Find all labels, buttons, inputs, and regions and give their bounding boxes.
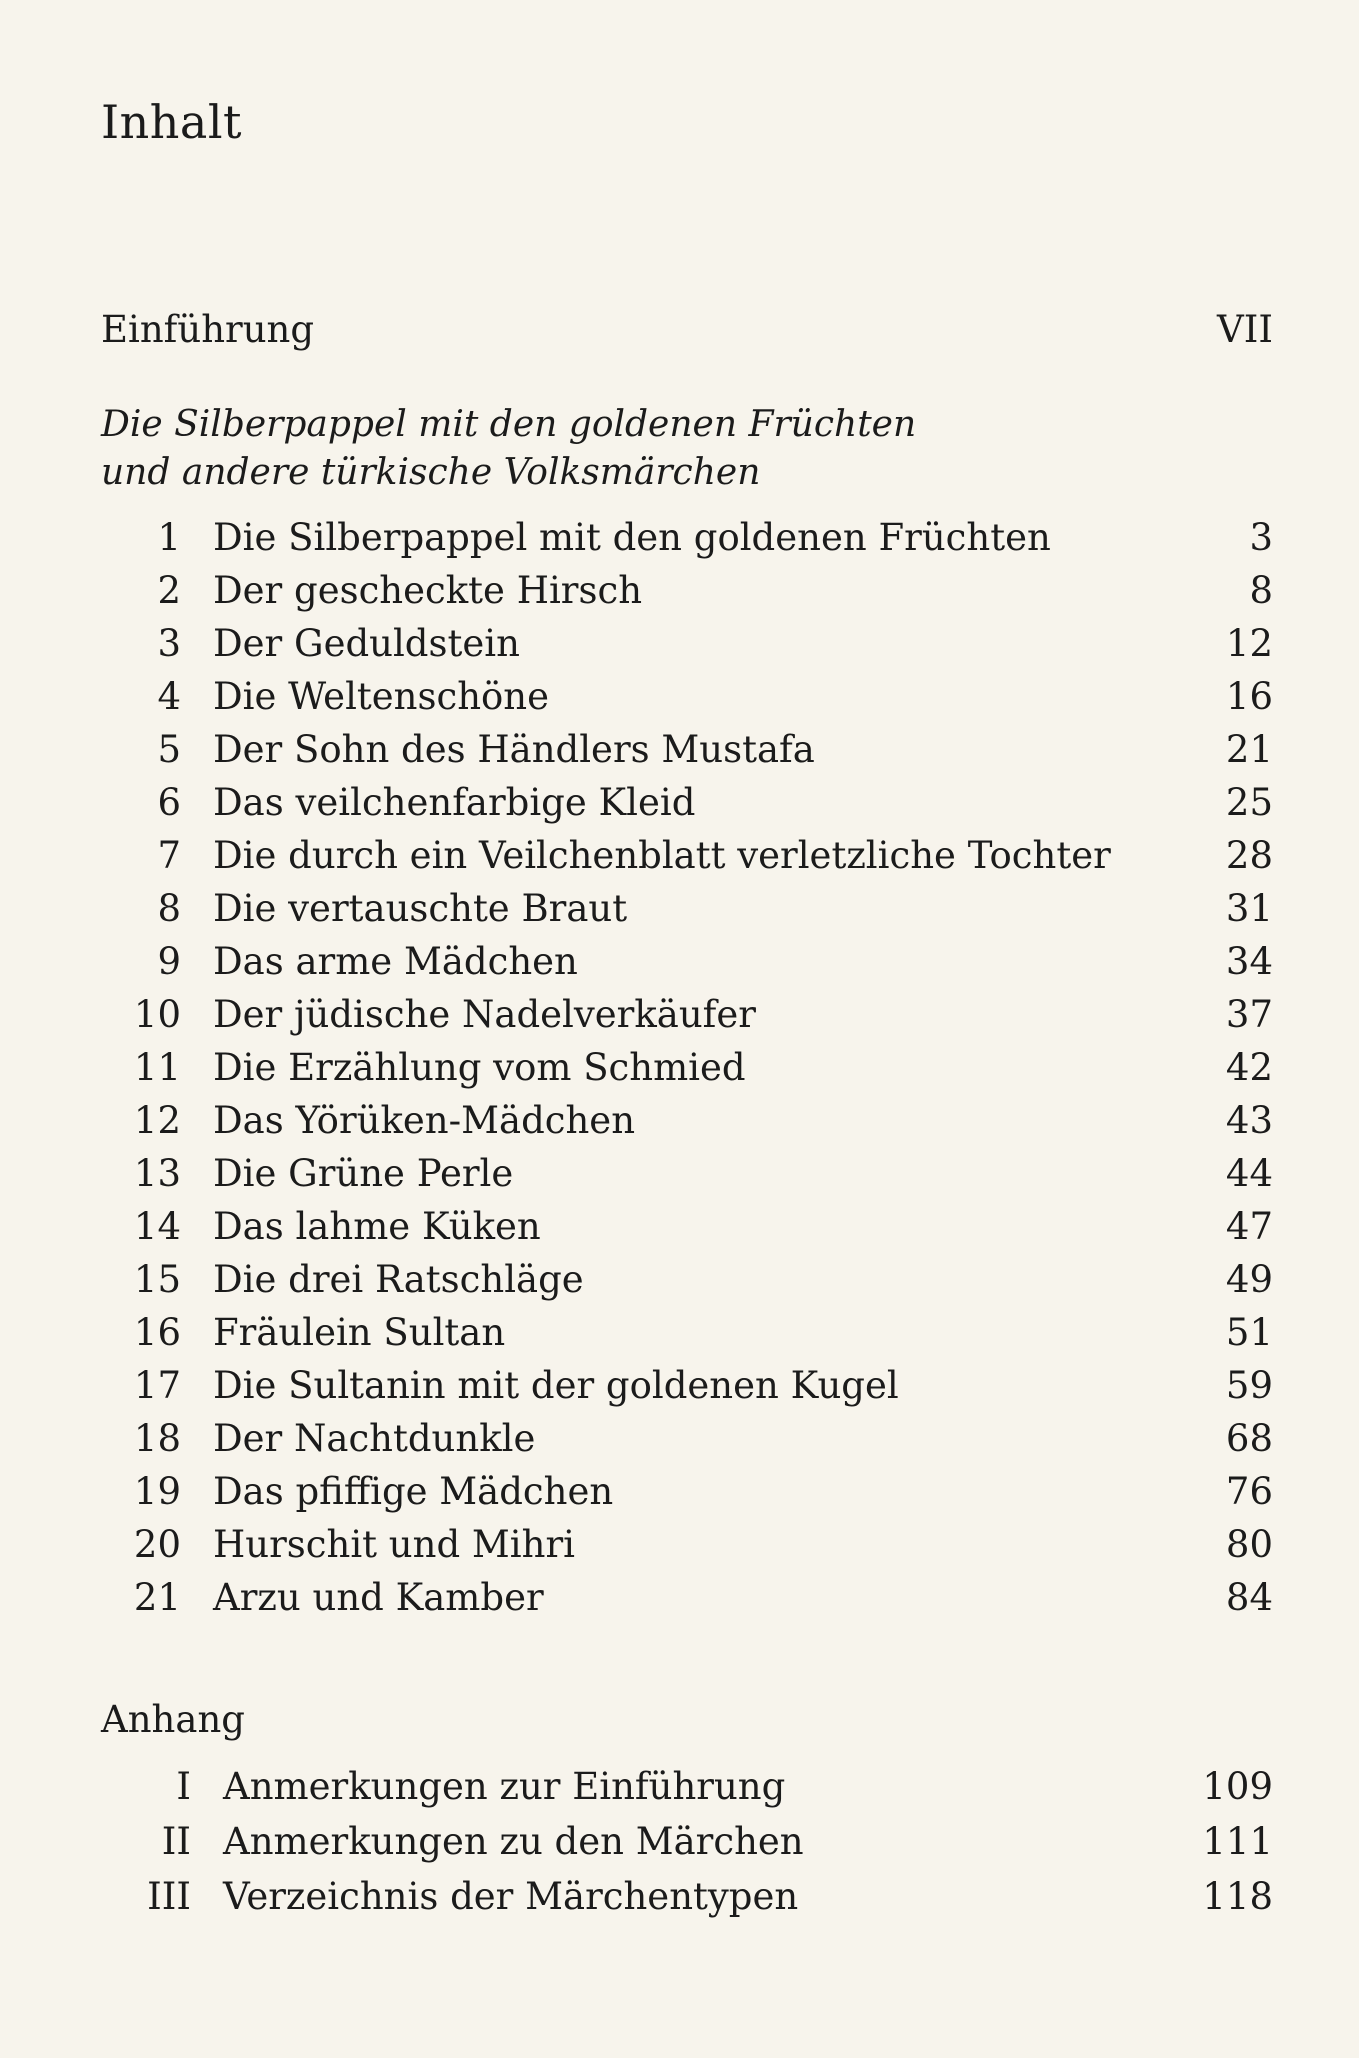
entry-label: Die vertauschte Braut — [213, 887, 628, 930]
collection-title-line-1: Die Silberpappel mit den goldenen Früchten — [101, 404, 917, 445]
entry-page: 84 — [1225, 1576, 1273, 1619]
entry-page: VII — [1217, 308, 1273, 351]
entry-label: Anmerkungen zu den Märchen — [223, 1820, 804, 1863]
entry-number: I — [176, 1765, 191, 1808]
entry-page: 59 — [1225, 1364, 1273, 1407]
toc-entry — [101, 1872, 1273, 1922]
entry-number: 21 — [133, 1576, 181, 1619]
entry-label: Die Sultanin mit der goldenen Kugel — [213, 1364, 899, 1407]
entry-label: Hurschit und Mihri — [213, 1523, 575, 1566]
page-title: Inhalt — [101, 95, 243, 149]
entry-number: 11 — [133, 1046, 181, 1089]
toc-entry — [101, 566, 1273, 616]
entry-number: 3 — [157, 622, 181, 665]
entry-number: 5 — [157, 728, 181, 771]
toc-entry — [101, 778, 1273, 828]
entry-page: 111 — [1202, 1820, 1273, 1863]
entry-number: 16 — [133, 1311, 181, 1354]
entry-label: Der Nachtdunkle — [213, 1417, 536, 1460]
toc-entry — [101, 1202, 1273, 1252]
entry-number: 6 — [157, 781, 181, 824]
toc-entry — [101, 1467, 1273, 1517]
toc-entry — [101, 884, 1273, 934]
entry-number: 17 — [133, 1364, 181, 1407]
toc-entry — [101, 1762, 1273, 1812]
toc-entry — [101, 1255, 1273, 1305]
entry-label: Einführung — [101, 308, 315, 351]
entry-page: 118 — [1202, 1875, 1273, 1918]
entry-page: 21 — [1225, 728, 1273, 771]
entry-number: 7 — [157, 834, 181, 877]
entry-label: Verzeichnis der Märchentypen — [223, 1875, 799, 1918]
entry-number: 18 — [133, 1417, 181, 1460]
entry-number: 15 — [133, 1258, 181, 1301]
toc-entry — [101, 513, 1273, 563]
entry-label: Der Geduldstein — [213, 622, 520, 665]
entry-number: 12 — [133, 1099, 181, 1142]
toc-entry — [101, 1096, 1273, 1146]
entry-label: Das arme Mädchen — [213, 940, 578, 983]
toc-entry — [101, 619, 1273, 669]
entry-page: 12 — [1225, 622, 1273, 665]
entry-page: 68 — [1225, 1417, 1273, 1460]
toc-entry — [101, 1149, 1273, 1199]
entry-label: Der Sohn des Händlers Mustafa — [213, 728, 815, 771]
entry-number: 19 — [133, 1470, 181, 1513]
entry-page: 49 — [1225, 1258, 1273, 1301]
entry-page: 76 — [1225, 1470, 1273, 1513]
toc-entry — [101, 1520, 1273, 1570]
entry-number: 8 — [157, 887, 181, 930]
toc-entry — [101, 1308, 1273, 1358]
entry-number: 20 — [133, 1523, 181, 1566]
toc-entry — [101, 1414, 1273, 1464]
entry-page: 28 — [1225, 834, 1273, 877]
entry-label: Die Silberpappel mit den goldenen Früchten — [213, 516, 1051, 559]
toc-entry — [101, 990, 1273, 1040]
toc-entry — [101, 1361, 1273, 1411]
entry-label: Die Erzählung vom Schmied — [213, 1046, 746, 1089]
entry-label: Der gescheckte Hirsch — [213, 569, 643, 612]
toc-entry — [101, 725, 1273, 775]
entry-page: 109 — [1202, 1765, 1273, 1808]
entry-page: 42 — [1225, 1046, 1273, 1089]
toc-entry — [101, 1817, 1273, 1867]
entry-page: 31 — [1225, 887, 1273, 930]
entry-number: III — [147, 1875, 191, 1918]
entry-label: Das veilchenfarbige Kleid — [213, 781, 696, 824]
entry-number: 4 — [157, 675, 181, 718]
entry-page: 25 — [1225, 781, 1273, 824]
entry-number: 1 — [157, 516, 181, 559]
entry-page: 37 — [1225, 993, 1273, 1036]
entry-label: Die Weltenschöne — [213, 675, 550, 718]
entry-page: 16 — [1225, 675, 1273, 718]
entry-page: 34 — [1225, 940, 1273, 983]
entry-page: 8 — [1249, 569, 1273, 612]
entry-number: 2 — [157, 569, 181, 612]
toc-entry — [101, 937, 1273, 987]
collection-title-line-2: und andere türkische Volksmärchen — [101, 452, 761, 493]
entry-page: 47 — [1225, 1205, 1273, 1248]
entry-label: Das lahme Küken — [213, 1205, 541, 1248]
toc-entry — [101, 1043, 1273, 1093]
entry-label: Die Grüne Perle — [213, 1152, 514, 1195]
entry-number: II — [161, 1820, 191, 1863]
entry-number: 10 — [133, 993, 181, 1036]
entry-label: Das Yörüken-Mädchen — [213, 1099, 636, 1142]
toc-entry — [101, 1573, 1273, 1623]
entry-label: Die durch ein Veilchenblatt verletzliche Tochter — [213, 834, 1111, 877]
toc-entry — [101, 672, 1273, 722]
entry-number: 13 — [133, 1152, 181, 1195]
toc-entry-intro — [101, 305, 1273, 355]
entry-number: 9 — [157, 940, 181, 983]
entry-page: 3 — [1249, 516, 1273, 559]
entry-label: Anmerkungen zur Einführung — [223, 1765, 786, 1808]
entry-page: 43 — [1225, 1099, 1273, 1142]
entry-number: 14 — [133, 1205, 181, 1248]
entry-label: Arzu und Kamber — [213, 1576, 544, 1619]
appendix-heading: Anhang — [101, 1698, 245, 1741]
entry-label: Der jüdische Nadelverkäufer — [213, 993, 756, 1036]
entry-page: 51 — [1225, 1311, 1273, 1354]
entry-page: 44 — [1225, 1152, 1273, 1195]
entry-label: Die drei Ratschläge — [213, 1258, 584, 1301]
entry-page: 80 — [1225, 1523, 1273, 1566]
entry-label: Das pfiffige Mädchen — [213, 1470, 614, 1513]
toc-entry — [101, 831, 1273, 881]
entry-label: Fräulein Sultan — [213, 1311, 506, 1354]
